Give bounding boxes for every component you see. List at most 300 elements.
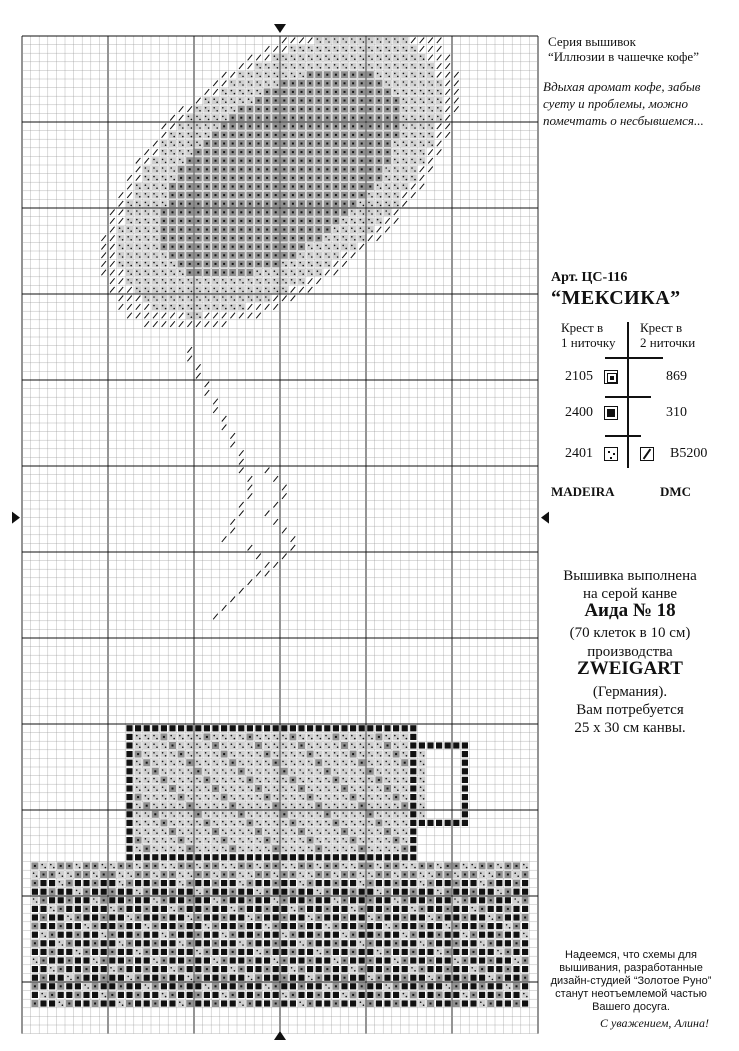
- stitch-medium-dot: [326, 160, 328, 162]
- stitch-dark: [49, 914, 55, 920]
- stitch-light-dot: [311, 273, 313, 275]
- stitch-dark: [324, 880, 330, 886]
- stitch-light-dot: [188, 279, 190, 281]
- stitch-light: [246, 742, 253, 749]
- stitch-light: [436, 88, 443, 95]
- stitch-light-dot: [351, 38, 353, 40]
- stitch-light: [289, 862, 296, 869]
- stitch-light-dot: [251, 918, 253, 920]
- stitch-light-dot: [148, 282, 150, 284]
- stitch-dark: [161, 906, 167, 912]
- stitch-dark: [333, 906, 339, 912]
- stitch-light-dot: [156, 308, 158, 310]
- stitch-medium-dot: [283, 91, 285, 93]
- stitch-light: [479, 880, 486, 887]
- stitch-light-dot: [428, 64, 430, 66]
- stitch-light: [401, 63, 408, 70]
- stitch-light: [350, 63, 357, 70]
- stitch-backstitch: [248, 579, 253, 585]
- stitch-light-dot: [394, 64, 396, 66]
- stitch-light-dot: [170, 150, 172, 152]
- stitch-light-dot: [403, 838, 405, 840]
- stitch-light: [393, 811, 400, 818]
- stitch-light-dot: [302, 67, 304, 69]
- stitch-light-dot: [259, 807, 261, 809]
- stitch-light-dot: [251, 875, 253, 877]
- stitch-light-dot: [170, 133, 172, 135]
- stitch-light-dot: [368, 743, 370, 745]
- stitch-light: [178, 768, 185, 775]
- stitch-dark: [324, 854, 330, 860]
- stitch-dark: [488, 949, 494, 955]
- stitch-light: [221, 295, 228, 302]
- stitch-medium-dot: [223, 168, 225, 170]
- stitch-light-dot: [351, 227, 353, 229]
- stitch-light: [212, 733, 219, 740]
- stitch-medium-dot: [352, 108, 354, 110]
- stitch-dark: [32, 914, 38, 920]
- stitch-dark: [333, 932, 339, 938]
- stitch-light-dot: [277, 824, 279, 826]
- stitch-light: [143, 217, 150, 224]
- stitch-light-dot: [360, 872, 362, 874]
- stitch-light-dot: [153, 193, 155, 195]
- stitch-light-dot: [188, 872, 190, 874]
- stitch-light-dot: [199, 110, 201, 112]
- stitch-light-dot: [377, 743, 379, 745]
- stitch-medium-dot: [283, 960, 285, 962]
- stitch-light: [341, 217, 348, 224]
- stitch-light-dot: [308, 743, 310, 745]
- stitch-medium-dot: [258, 229, 260, 231]
- stitch-backstitch: [119, 304, 124, 310]
- stitch-medium-dot: [258, 254, 260, 256]
- stitch-medium-dot: [275, 151, 277, 153]
- stitch-light-dot: [428, 124, 430, 126]
- stitch-light-dot: [277, 738, 279, 740]
- stitch-medium-dot: [301, 925, 303, 927]
- stitch-backstitch: [428, 55, 433, 61]
- stitch-light: [341, 802, 348, 809]
- stitch-dark: [470, 914, 476, 920]
- stitch-light-dot: [302, 841, 304, 843]
- stitch-light-dot: [222, 761, 224, 763]
- stitch-light-dot: [182, 291, 184, 293]
- stitch-light-dot: [457, 961, 459, 963]
- stitch-light-dot: [145, 262, 147, 264]
- stitch-dark: [152, 949, 158, 955]
- stitch-light: [152, 226, 159, 233]
- stitch-light: [74, 948, 81, 955]
- stitch-backstitch: [153, 149, 158, 155]
- stitch-light-dot: [291, 262, 293, 264]
- stitch-light-dot: [489, 915, 491, 917]
- stitch-light-dot: [311, 832, 313, 834]
- stitch-light-dot: [216, 850, 218, 852]
- stitch-medium-dot: [309, 942, 311, 944]
- stitch-light-dot: [431, 67, 433, 69]
- stitch-medium-dot: [240, 125, 242, 127]
- stitch-medium-dot: [335, 865, 337, 867]
- stitch-light-dot: [242, 884, 244, 886]
- stitch-light: [203, 751, 210, 758]
- stitch-light-dot: [406, 815, 408, 817]
- stitch-light-dot: [102, 933, 104, 935]
- stitch-medium-dot: [387, 143, 389, 145]
- stitch-light: [350, 845, 357, 852]
- stitch-light-dot: [239, 778, 241, 780]
- stitch-backstitch: [127, 184, 132, 190]
- stitch-medium-dot: [249, 177, 251, 179]
- stitch-medium-dot: [172, 203, 174, 205]
- stitch-light-dot: [216, 291, 218, 293]
- stitch-medium-dot: [404, 762, 406, 764]
- stitch-light: [238, 845, 245, 852]
- stitch-light-dot: [41, 933, 43, 935]
- stitch-light: [203, 114, 210, 121]
- stitch-medium-dot: [455, 942, 457, 944]
- stitch-medium-dot: [275, 143, 277, 145]
- stitch-dark: [470, 897, 476, 903]
- stitch-light: [367, 785, 374, 792]
- stitch-medium-dot: [369, 882, 371, 884]
- stitch-light-dot: [196, 752, 198, 754]
- stitch-light-dot: [406, 772, 408, 774]
- stitch-light: [143, 192, 150, 199]
- stitch-light-dot: [377, 890, 379, 892]
- stitch-dark: [109, 923, 115, 929]
- stitch-light-dot: [231, 735, 233, 737]
- stitch-light-dot: [165, 832, 167, 834]
- stitch-light: [255, 862, 262, 869]
- stitch-dark: [187, 906, 193, 912]
- stitch-light: [246, 97, 253, 104]
- stitch-medium-dot: [387, 108, 389, 110]
- stitch-light-dot: [334, 958, 336, 960]
- stitch-dark: [462, 940, 468, 946]
- stitch-medium-dot: [292, 736, 294, 738]
- stitch-light-dot: [345, 781, 347, 783]
- stitch-medium-dot: [180, 908, 182, 910]
- stitch-light-dot: [377, 202, 379, 204]
- stitch-medium-dot: [197, 186, 199, 188]
- stitch-light: [212, 837, 219, 844]
- stitch-dark: [410, 751, 416, 757]
- stitch-dark: [195, 940, 201, 946]
- stitch-medium-dot: [283, 229, 285, 231]
- stitch-light: [255, 278, 262, 285]
- stitch-medium-dot: [318, 74, 320, 76]
- stitch-light-dot: [311, 746, 313, 748]
- stitch-light: [143, 742, 150, 749]
- stitch-light-dot: [216, 738, 218, 740]
- stitch-medium-dot: [335, 822, 337, 824]
- stitch-medium-dot: [344, 151, 346, 153]
- stitch-light-dot: [308, 270, 310, 272]
- stitch-medium-dot: [275, 848, 277, 850]
- stitch-dark: [144, 897, 150, 903]
- stitch-light-dot: [259, 815, 261, 817]
- stitch-light-dot: [414, 127, 416, 129]
- stitch-dark: [178, 957, 184, 963]
- stitch-dark: [144, 940, 150, 946]
- stitch-light: [315, 811, 322, 818]
- stitch-light-dot: [182, 299, 184, 301]
- stitch-light-dot: [256, 804, 258, 806]
- stitch-light: [135, 776, 142, 783]
- stitch-light-dot: [342, 245, 344, 247]
- stitch-light-dot: [130, 273, 132, 275]
- stitch-dark: [101, 949, 107, 955]
- stitch-light-dot: [127, 210, 129, 212]
- stitch-medium-dot: [378, 779, 380, 781]
- stitch-light: [393, 71, 400, 78]
- stitch-light: [238, 742, 245, 749]
- stitch-medium-dot: [223, 134, 225, 136]
- stitch-medium-dot: [223, 899, 225, 901]
- stitch-dark: [75, 897, 81, 903]
- stitch-dark: [221, 854, 227, 860]
- stitch-light-dot: [380, 755, 382, 757]
- stitch-dark: [376, 957, 382, 963]
- stitch-medium-dot: [215, 788, 217, 790]
- stitch-light-dot: [337, 256, 339, 258]
- stitch-light-dot: [282, 279, 284, 281]
- stitch-medium-dot: [266, 168, 268, 170]
- stitch-light: [152, 174, 159, 181]
- stitch-medium-dot: [215, 237, 217, 239]
- stitch-medium-dot: [197, 229, 199, 231]
- stitch-light-dot: [119, 872, 121, 874]
- stitch-backstitch: [127, 175, 132, 181]
- stitch-light: [229, 742, 236, 749]
- stitch-light-dot: [145, 219, 147, 221]
- stitch-medium-dot: [223, 160, 225, 162]
- stitch-light-dot: [259, 299, 261, 301]
- stitch-light-dot: [251, 299, 253, 301]
- stitch-light-dot: [199, 798, 201, 800]
- stitch-light-dot: [225, 772, 227, 774]
- stitch-light: [332, 794, 339, 801]
- stitch-light-dot: [403, 829, 405, 831]
- stitch-light-dot: [165, 170, 167, 172]
- stitch-light: [272, 71, 279, 78]
- stitch-light-dot: [79, 953, 81, 955]
- stitch-light: [418, 63, 425, 70]
- stitch-medium-dot: [215, 831, 217, 833]
- stitch-light-dot: [397, 205, 399, 207]
- stitch-light: [367, 200, 374, 207]
- stitch-medium-dot: [309, 168, 311, 170]
- stitch-light: [418, 785, 425, 792]
- stitch-light: [281, 819, 288, 826]
- stitch-light-dot: [354, 815, 356, 817]
- stitch-light-dot: [371, 798, 373, 800]
- stitch-light-dot: [199, 807, 201, 809]
- stitch-backstitch: [110, 218, 115, 224]
- stitch-light-dot: [139, 230, 141, 232]
- stitch-light-dot: [380, 893, 382, 895]
- stitch-dark: [255, 854, 261, 860]
- stitch-light-dot: [153, 253, 155, 255]
- stitch-light: [393, 192, 400, 199]
- stitch-backstitch: [445, 106, 450, 112]
- stitch-light: [272, 751, 279, 758]
- stitch-light: [272, 63, 279, 70]
- stitch-light: [332, 871, 339, 878]
- stitch-light-dot: [136, 735, 138, 737]
- stitch-medium-dot: [404, 917, 406, 919]
- stitch-light-dot: [139, 256, 141, 258]
- stitch-light-dot: [302, 76, 304, 78]
- stitch-light-dot: [463, 933, 465, 935]
- stitch-medium-dot: [309, 143, 311, 145]
- stitch-light: [135, 200, 142, 207]
- stitch-light-dot: [256, 864, 258, 866]
- stitch-light: [487, 871, 494, 878]
- stitch-light-dot: [274, 64, 276, 66]
- stitch-light: [367, 63, 374, 70]
- stitch-medium-dot: [516, 925, 518, 927]
- stitch-medium-dot: [309, 753, 311, 755]
- stitch-light: [135, 862, 142, 869]
- stitch-dark: [75, 957, 81, 963]
- stitch-medium-dot: [258, 788, 260, 790]
- stitch-light-dot: [256, 81, 258, 83]
- stitch-light-dot: [360, 838, 362, 840]
- stitch-light: [203, 923, 210, 930]
- stitch-backstitch: [437, 124, 442, 130]
- stitch-light: [324, 837, 331, 844]
- stitch-light: [332, 802, 339, 809]
- stitch-dark: [281, 923, 287, 929]
- stitch-medium-dot: [86, 874, 88, 876]
- stitch-light-dot: [492, 875, 494, 877]
- stitch-dark: [221, 889, 227, 895]
- stitch-light-dot: [302, 50, 304, 52]
- stitch-light-dot: [483, 875, 485, 877]
- stitch-light: [264, 742, 271, 749]
- stitch-light: [195, 828, 202, 835]
- stitch-dark: [384, 940, 390, 946]
- stitch-light-dot: [248, 98, 250, 100]
- stitch-medium-dot: [258, 143, 260, 145]
- stitch-light-dot: [388, 815, 390, 817]
- stitch-light: [272, 828, 279, 835]
- stitch-light-dot: [325, 795, 327, 797]
- stitch-dark: [298, 854, 304, 860]
- stitch-light-dot: [431, 119, 433, 121]
- stitch-light-dot: [282, 847, 284, 849]
- stitch-light-dot: [191, 136, 193, 138]
- stitch-medium-dot: [189, 263, 191, 265]
- stitch-light-dot: [222, 864, 224, 866]
- stitch-light-dot: [277, 84, 279, 86]
- stitch-light: [152, 183, 159, 190]
- stitch-medium-dot: [206, 237, 208, 239]
- stitch-light: [152, 751, 159, 758]
- stitch-light: [350, 235, 357, 242]
- stitch-medium-dot: [215, 203, 217, 205]
- stitch-medium-dot: [352, 125, 354, 127]
- stitch-dark: [178, 854, 184, 860]
- stitch-dark: [40, 923, 46, 929]
- stitch-light-dot: [173, 282, 175, 284]
- stitch-light-dot: [239, 847, 241, 849]
- stitch-dark: [436, 897, 442, 903]
- stitch-medium-dot: [352, 839, 354, 841]
- stitch-light-dot: [394, 141, 396, 143]
- stitch-light: [126, 200, 133, 207]
- stitch-light-dot: [294, 789, 296, 791]
- stitch-light-dot: [483, 944, 485, 946]
- stitch-light-dot: [170, 735, 172, 737]
- stitch-medium-dot: [266, 891, 268, 893]
- stitch-dark: [169, 854, 175, 860]
- stitch-medium-dot: [318, 229, 320, 231]
- stitch-light-dot: [162, 752, 164, 754]
- stitch-dark: [126, 734, 132, 740]
- stitch-light-dot: [127, 227, 129, 229]
- stitch-light-dot: [363, 205, 365, 207]
- stitch-light-dot: [363, 755, 365, 757]
- stitch-light-dot: [311, 807, 313, 809]
- stitch-backstitch: [153, 141, 158, 147]
- stitch-light-dot: [423, 101, 425, 103]
- stitch-light-dot: [360, 55, 362, 57]
- stitch-light-dot: [239, 761, 241, 763]
- stitch-light-dot: [403, 786, 405, 788]
- stitch-light-dot: [325, 38, 327, 40]
- stitch-light: [195, 785, 202, 792]
- stitch-light-dot: [136, 202, 138, 204]
- stitch-light-dot: [182, 162, 184, 164]
- stitch-light: [195, 106, 202, 113]
- stitch-light-dot: [179, 847, 181, 849]
- stitch-light: [255, 71, 262, 78]
- stitch-light-dot: [437, 81, 439, 83]
- stitch-dark: [410, 854, 416, 860]
- stitch-light-dot: [363, 875, 365, 877]
- stitch-light: [195, 776, 202, 783]
- stitch-dark: [488, 932, 494, 938]
- stitch-light-dot: [156, 764, 158, 766]
- stitch-light-dot: [354, 824, 356, 826]
- stitch-medium-dot: [335, 211, 337, 213]
- stitch-light: [126, 209, 133, 216]
- stitch-light: [109, 905, 116, 912]
- stitch-medium-dot: [249, 203, 251, 205]
- stitch-backstitch: [222, 536, 227, 542]
- stitch-light-dot: [251, 772, 253, 774]
- stitch-dark: [384, 914, 390, 920]
- stitch-dark: [350, 914, 356, 920]
- stitch-light-dot: [173, 738, 175, 740]
- stitch-medium-dot: [438, 934, 440, 936]
- stitch-light: [203, 97, 210, 104]
- stitch-dark: [453, 889, 459, 895]
- stitch-light-dot: [454, 898, 456, 900]
- stitch-light-dot: [334, 829, 336, 831]
- stitch-medium-dot: [361, 125, 363, 127]
- stitch-medium-dot: [180, 168, 182, 170]
- stitch-dark: [410, 777, 416, 783]
- stitch-light-dot: [380, 76, 382, 78]
- stitch-medium-dot: [292, 186, 294, 188]
- stitch-dark: [419, 742, 425, 748]
- stitch-light-dot: [248, 73, 250, 75]
- stitch-light-dot: [179, 735, 181, 737]
